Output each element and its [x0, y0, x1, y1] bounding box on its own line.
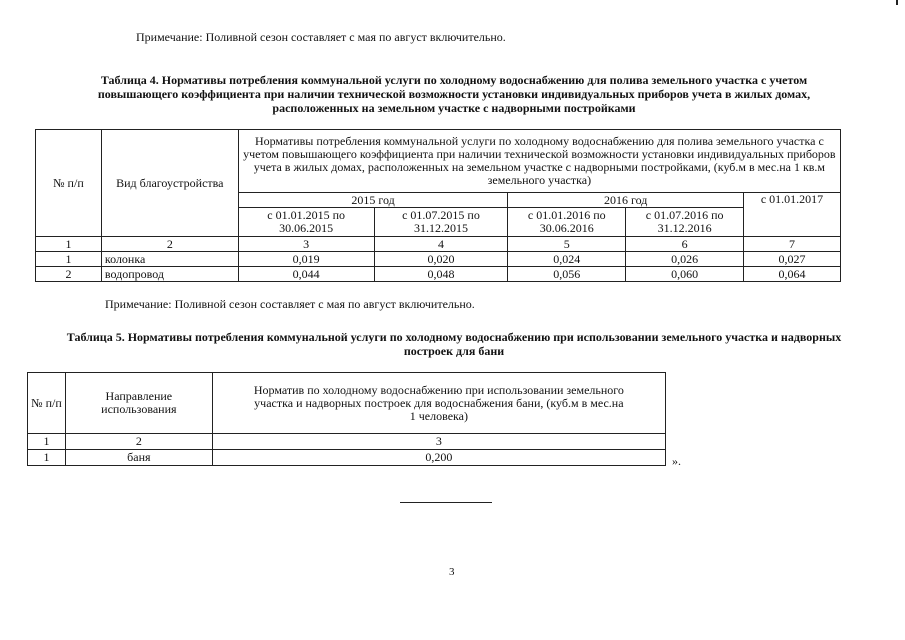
colnum-cell: 7	[744, 237, 841, 252]
row-value: 0,027	[744, 252, 841, 267]
colnum-cell: 1	[36, 237, 102, 252]
colnum-cell: 5	[508, 237, 626, 252]
row-value: 0,019	[238, 252, 374, 267]
row-type: водопровод	[101, 267, 238, 282]
table5-title: Таблица 5. Нормативы потребления коммунальной услуги по холодному водоснабжению при использовании земельного участка и надворных построек для бани	[66, 330, 842, 358]
colnum-cell: 1	[28, 434, 66, 450]
head-from-2017: с 01.01.2017	[744, 193, 841, 237]
row-value: 0,056	[508, 267, 626, 282]
row-num: 1	[28, 450, 66, 466]
page-number: 3	[449, 566, 455, 578]
t5-head-num: № п/п	[28, 373, 66, 434]
note-mid: Примечание: Поливной сезон составляет с мая по август включительно.	[105, 297, 475, 311]
row-value: 0,200	[212, 450, 665, 466]
colnum-cell: 2	[101, 237, 238, 252]
table4-title: Таблица 4. Нормативы потребления коммунальной услуги по холодному водоснабжению для полива земельного участка с учетом повышающего коэффициента при наличии технической возможности установки индивидуальных приборов учета в жилых домах, расположенных на земельном участке с надворными постройками	[97, 73, 811, 115]
colnum-cell: 3	[238, 237, 374, 252]
colnum-cell: 2	[65, 434, 212, 450]
head-period: с 01.07.2015 по 31.12.2015	[374, 208, 508, 237]
row-value: 0,064	[744, 267, 841, 282]
table5	[27, 372, 666, 466]
head-num: № п/п	[36, 130, 102, 237]
colnum-cell: 6	[626, 237, 744, 252]
row-value: 0,044	[238, 267, 374, 282]
row-value: 0,048	[374, 267, 508, 282]
row-num: 1	[36, 252, 102, 267]
closing-quote: ».	[672, 454, 681, 468]
table-row	[36, 267, 841, 282]
divider-rule	[400, 502, 492, 503]
colnum-cell: 3	[212, 434, 665, 450]
row-direction: баня	[65, 450, 212, 466]
scan-mark	[896, 0, 898, 5]
table-row	[36, 252, 841, 267]
head-period: с 01.01.2015 по 30.06.2015	[238, 208, 374, 237]
t5-head-direction: Направление использования	[65, 373, 212, 434]
row-type: колонка	[101, 252, 238, 267]
note-top: Примечание: Поливной сезон составляет с мая по август включительно.	[136, 30, 506, 44]
row-value: 0,060	[626, 267, 744, 282]
head-year-2016: 2016 год	[508, 193, 744, 208]
table-row	[28, 450, 666, 466]
head-year-2015: 2015 год	[238, 193, 508, 208]
row-value: 0,020	[374, 252, 508, 267]
head-period: с 01.07.2016 по 31.12.2016	[626, 208, 744, 237]
row-num: 2	[36, 267, 102, 282]
head-period: с 01.01.2016 по 30.06.2016	[508, 208, 626, 237]
row-value: 0,024	[508, 252, 626, 267]
head-norms: Нормативы потребления коммунальной услуги по холодному водоснабжению для полива земельного участка с учетом повышающего коэффициента при наличии технической возможности установки индивидуальных приборов учета в жилых домах, расположенных на земельном участке с надворными постройками, (куб.м в мес.на 1 кв.м земельного участка)	[238, 130, 840, 193]
head-type: Вид благоустройства	[101, 130, 238, 237]
table4	[35, 129, 841, 282]
colnum-cell: 4	[374, 237, 508, 252]
row-value: 0,026	[626, 252, 744, 267]
t5-head-norm: Норматив по холодному водоснабжению при использовании земельного участка и надворных построек для водоснабжения бани, (куб.м в мес.на 1 человека)	[212, 373, 665, 434]
